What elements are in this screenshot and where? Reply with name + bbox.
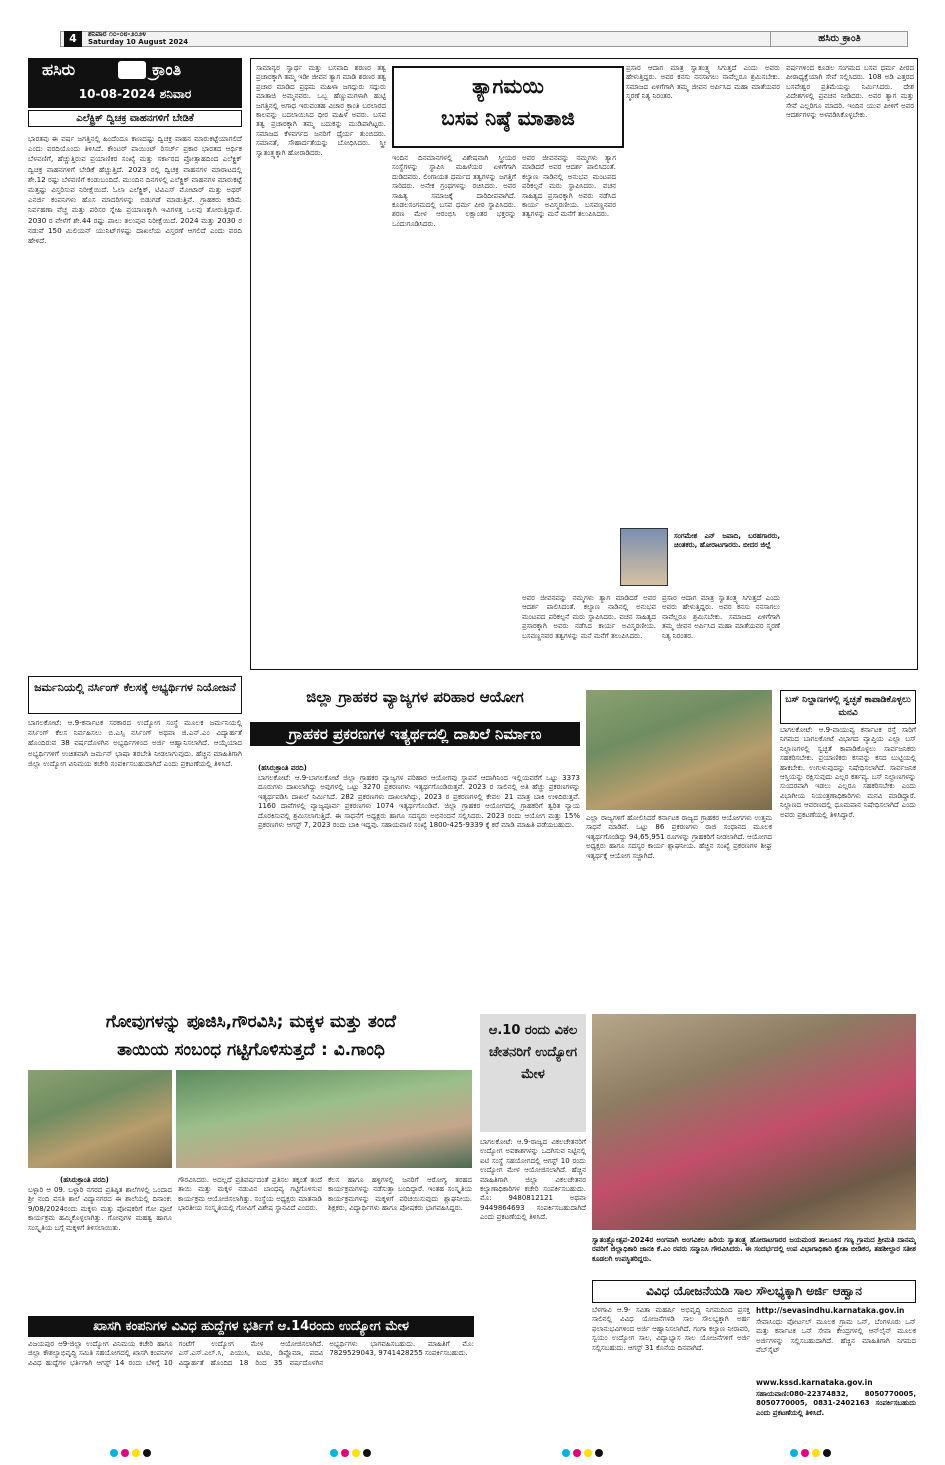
black-dot [363, 1449, 371, 1457]
ev-headline: ಎಲೆಕ್ಟ್ರಿಕ್ ದ್ವಿಚಕ್ರ ವಾಹನಗಳಿಗೆ ಬೇಡಿಕೆ [28, 110, 242, 127]
nursing-body: ಬಾಗಲಕೋಟೆ: ಆ.9-ಕರ್ನಾಟಕ ಸರಕಾರದ ಉದ್ಯೋಗ ಸಂಸ್ಥೆ ಮೂಲಕ ಜರ್ಮನಿಯಲ್ಲಿ ನರ್ಸಿಂಗ್ ಕೆಲಸ ನಿರ್ವಹಿಸಲು ಬಿ.ಎಸ್ಸಿ ನರ್ಸಿಂಗ್ ಅಥವಾ ಜಿ.ಎನ್.ಎಂ ವಿದ್ಯಾರ್ಹತೆ ಹೊಂದಿರುವ 38 ವರ್ಷದೊಳಗಿನ ಅಭ್ಯರ್ಥಿಗಳಿಂದ ಅರ್ಜಿ ಆಹ್ವಾನಿಸಲಾಗಿದೆ. ಆಯ್ಕೆಯಾದ ಅಭ್ಯರ್ಥಿಗಳಿಗೆ ಉಚಿತವಾಗಿ ಜರ್ಮನ್ ಭಾಷಾ ತರಬೇತಿ ನೀಡಲಾಗುವುದು. ಹೆಚ್ಚಿನ ಮಾಹಿತಿಗಾಗಿ ಜಿಲ್ಲಾ ಉದ್ಯೋಗ ವಿನಿಮಯ ಕಚೇರಿ ಸಂಪರ್ಕಿಸಬಹುದಾಗಿದೆ ಎಂದು ಪ್ರಕಟಣೆಯಲ್ಲಿ ತಿಳಿಸಿದೆ. [28, 718, 242, 768]
footer-dots-left [110, 1442, 154, 1461]
feature-col-2: ಇಂದಿನ ದಿನಮಾನಗಳಲ್ಲಿ ವಿಶೇಷವಾಗಿ ಸ್ತ್ರೀಯರ ಸಂಸ್ಥೆಗಳನ್ನು ಸ್ಥಾಪಿಸಿ ಮಹಿಳೆಯರ ಏಳಿಗೆಗಾಗಿ ದುಡಿದವರು. ಲಿಂಗಾಯತ ಧರ್ಮದ ತತ್ವಗಳನ್ನು ಜಗತ್ತಿಗೆ ಸಾರಿದರು. ಅನೇಕ ಗ್ರಂಥಗಳನ್ನು ರಚಿಸಿದರು. ಅವರ ಸಾಹಿತ್ಯ ಸಮಾಜಕ್ಕೆ ದಾರಿದೀಪವಾಗಿದೆ. ಕೂಡಲಸಂಗಮದಲ್ಲಿ ಬಸವ ಧರ್ಮ ಪೀಠ ಸ್ಥಾಪಿಸಿದರು. ಶರಣ ಮೇಳ ಆರಂಭಿಸಿ ಲಕ್ಷಾಂತರ ಭಕ್ತರನ್ನು ಒಂದುಗೂಡಿಸಿದರು. [392, 154, 516, 228]
jobs-body: ವಿಜಯಪುರ ಆ9-ಜಿಲ್ಲಾ ಉದ್ಯೋಗ ವಿನಿಮಯ ಕಚೇರಿ ಹಾಗೂ ಜಿಲ್ಲಾ ಕೌಶಲ್ಯಾಭಿವೃದ್ಧಿ ಸಮಿತಿ ಸಹಯೋಗದಲ್ಲಿ ಖಾಸಗಿ ಕಂಪನಿಗಳ ವಿವಿಧ ಹುದ್ದೆಗಳ ಭರ್ತಿಗಾಗಿ ಆಗಸ್ಟ್ 14 ರಂದು ಬೆಳಿಗ್ಗೆ 10 ಗಂಟೆಗೆ ಉದ್ಯೋಗ ಮೇಳ ಆಯೋಜಿಸಲಾಗಿದೆ. ಎಸ್.ಎಸ್.ಎಲ್.ಸಿ, ಪಿಯುಸಿ, ಐಟಿಐ, ಡಿಪ್ಲೊಮಾ, ಪದವಿ ವಿದ್ಯಾರ್ಹತೆ ಹೊಂದಿದ 18 ರಿಂದ 35 ವರ್ಷದೊಳಗಿನ ಅಭ್ಯರ್ಥಿಗಳು ಭಾಗವಹಿಸಬಹುದು. ಮಾಹಿತಿಗೆ ಮೊ: 7829529043, 9741428255 ಸಂಪರ್ಕಿಸಬಹುದು. [28, 1340, 474, 1367]
feature-col-5: ವರ್ಷಗಳಿಂದ ಕೂಡಲ ಸಂಗಮದ ಬಸವ ಧರ್ಮ ಪೀಠದ ಪೀಠಾಧ್ಯಕ್ಷೆಯಾಗಿ ಸೇವೆ ಸಲ್ಲಿಸಿದರು. 108 ಅಡಿ ಎತ್ತರದ ಬಸವೇಶ್ವರ ಪ್ರತಿಮೆಯನ್ನು ನಿರ್ಮಿಸಿದರು. ದೇಶ ವಿದೇಶಗಳಲ್ಲಿ ಪ್ರವಚನ ನೀಡಿದರು. ಅವರ ತ್ಯಾಗ ಮತ್ತು ಸೇವೆ ಎಲ್ಲರಿಗೂ ಮಾದರಿ. ಇಂದಿನ ಯುವ ಪೀಳಿಗೆ ಅವರ ಆದರ್ಶಗಳನ್ನು ಅಳವಡಿಸಿಕೊಳ್ಳಬೇಕು. [786, 64, 914, 120]
feature-headline-1: ತ್ಯಾಗಮಯಿ [472, 74, 544, 98]
consumer-headline-2: ಗ್ರಾಹಕರ ಪ್ರಕರಣಗಳ ಇತ್ಯರ್ಥದಲ್ಲಿ ದಾಖಲೆ ನಿರ್ಮಾಣ [250, 722, 580, 746]
author-photo [620, 528, 668, 586]
masthead [28, 58, 242, 108]
consumer-photo [586, 690, 772, 810]
loan-phone: ಸಹಾಯವಾಣಿ:080-22374832, 8050770005, 8050770005, 0831-2402163 ಸಂಪರ್ಕಿಸಬಹುದು ಎಂದು ಪ್ರಕಟಣೆಯಲ್ಲಿ ತಿಳಿಸಿದೆ. [756, 1390, 916, 1417]
bus-body: ಬಾಗಲಕೋಟೆ: ಆ.9-ವಾಯುವ್ಯ ಕರ್ನಾಟಕ ರಸ್ತೆ ಸಾರಿಗೆ ನಿಗಮದ ಬಾಗಲಕೋಟೆ ವಿಭಾಗದ ವ್ಯಾಪ್ತಿಯ ಎಲ್ಲಾ ಬಸ್ ನಿಲ್ದಾಣಗಳಲ್ಲಿ ಸ್ವಚ್ಛತೆ ಕಾಪಾಡಿಕೊಳ್ಳಲು ಸಾರ್ವಜನಿಕರು ಸಹಕರಿಸಬೇಕು. ಪ್ರಯಾಣಿಕರು ಕಸವನ್ನು ಕಸದ ಬುಟ್ಟಿಯಲ್ಲಿ ಹಾಕಬೇಕು. ಉಗುಳುವುದನ್ನು ನಿಷೇಧಿಸಲಾಗಿದೆ. ಸಾರ್ವಜನಿಕ ಆಸ್ತಿಯನ್ನು ರಕ್ಷಿಸುವುದು ಎಲ್ಲರ ಕರ್ತವ್ಯ. ಬಸ್ ನಿಲ್ದಾಣಗಳನ್ನು ಸುಂದರವಾಗಿ ಇಡಲು ಎಲ್ಲರೂ ಸಹಕರಿಸಬೇಕು ಎಂದು ವಿಭಾಗೀಯ ನಿಯಂತ್ರಣಾಧಿಕಾರಿಗಳು ಮನವಿ ಮಾಡಿದ್ದಾರೆ. ನಿಲ್ದಾಣದ ಆವರಣದಲ್ಲಿ ಧೂಮಪಾನ ನಿಷೇಧಿಸಲಾಗಿದೆ ಎಂದು ಅವರು ಪ್ರಕಟಣೆಯಲ್ಲಿ ತಿಳಿಸಿದ್ದಾರೆ. [780, 726, 916, 819]
feature-col-3b: ಅವರ ಜೀವನವನ್ನು ನಮ್ಮಗಳು ತ್ಯಾಗ ಮಾಡಿದರೆ ಅವರ ಆದರ್ಶ ಪಾಲಿಸಿದಂತೆ. ಕಲ್ಯಾಣ ನಾಡಿನಲ್ಲಿ ಅನುಭವ ಮಂಟಪದ ಪರಿಕಲ್ಪನೆ ಮರು ಸ್ಥಾಪಿಸಿದರು. ವಚನ ಸಾಹಿತ್ಯದ ಪ್ರಸಾರಕ್ಕಾಗಿ ಅವರು ನಡೆಸಿದ ಕಾರ್ಯ ಅವಿಸ್ಮರಣೀಯ. ಬಸವಣ್ಣನವರ ತತ್ವಗಳನ್ನು ಮನೆ ಮನೆಗೆ ತಲುಪಿಸಿದರು. [522, 594, 656, 640]
loan-col-1: ಬೆಳಗಾವಿ ಆ.9- ಸವಿತಾ ಮಹರ್ಷಿ ಅಭಿವೃದ್ಧಿ ನಿಗಮದಿಂದ ಪ್ರಸಕ್ತ ಸಾಲಿನಲ್ಲಿ ವಿವಿಧ ಯೋಜನೆಗಳಡಿ ಸಾಲ ಸೌಲಭ್ಯಕ್ಕಾಗಿ ಅರ್ಹ ಫಲಾನುಭವಿಗಳಿಂದ ಅರ್ಜಿ ಆಹ್ವಾನಿಸಲಾಗಿದೆ. ಗಂಗಾ ಕಲ್ಯಾಣ ನೀರಾವರಿ, ಸ್ವಯಂ ಉದ್ಯೋಗ ಸಾಲ, ವಿದ್ಯಾಭ್ಯಾಸ ಸಾಲ ಯೋಜನೆಗಳಿಗೆ ಅರ್ಜಿ ಸಲ್ಲಿಸಬಹುದು. ಆಗಸ್ಟ್ 31 ಕೊನೆಯ ದಿನವಾಗಿದೆ. [592, 1306, 750, 1352]
cow-col-1: ಬಳ್ಳಾರಿ ಆ 09. ಬಳ್ಳಾರಿ ನಗರದ ಪ್ರತಿಷ್ಠಿತ ಶಾಲೆಗಳಲ್ಲಿ ಒಂದಾದ ಶ್ರೀ ನಂದಿ ವಸತಿ ಶಾಲೆ ವಿದ್ಯಾನಗರದ ಈ ಶಾಲೆಯಲ್ಲಿ ದಿನಾಂಕ: 9/08/2024ರಂದು ಮಕ್ಕಳು ಮತ್ತು ಪೋಷಕರಿಗೆ ಗೋ ಪೂಜೆ ಕಾರ್ಯಕ್ರಮ ಹಮ್ಮಿಕೊಳ್ಳಲಾಗಿತ್ತು. ಗೋವುಗಳ ಮಹತ್ವ ಹಾಗೂ ಸಂಸ್ಕೃತಿಯ ಬಗ್ಗೆ ಮಕ್ಕಳಿಗೆ ತಿಳಿಸಲಾಯಿತು. [28, 1186, 172, 1232]
cow-byline: (ಹಸಿರುಕ್ರಾಂತಿ ವರದಿ) [60, 1176, 109, 1184]
ev-body: ಭಾರತವು ಈ ವರ್ಷ ಜಗತ್ತಿನಲ್ಲಿ ಹಿಂದೆಂದೂ ಕಾಣದಷ್ಟು ದ್ವಿಚಕ್ರ ವಾಹನ ಮಾರುಕಟ್ಟೆಯಾಗಲಿದೆ ಎಂದು ವರದಿಯೊಂದು ತಿಳಿಸಿದೆ. ಕೌಂಟರ್ ಪಾಯಿಂಟ್ ರಿಸರ್ಚ್ ಪ್ರಕಾರ ಭಾರತದ ಆರ್ಥಿಕ ಬೆಳವಣಿಗೆ, ಹೆಚ್ಚುತ್ತಿರುವ ಪ್ರಯಾಣಿಕರ ಸಂಖ್ಯೆ ಮತ್ತು ಸರ್ಕಾರದ ಪ್ರೋತ್ಸಾಹದಿಂದ ಎಲೆಕ್ಟ್ರಿಕ್ ದ್ವಿಚಕ್ರ ವಾಹನಗಳಿಗೆ ಬೇಡಿಕೆ ಹೆಚ್ಚುತ್ತಿದೆ. 2023 ರಲ್ಲಿ ದ್ವಿಚಕ್ರ ವಾಹನಗಳ ಮಾರಾಟದಲ್ಲಿ ಶೇ.12 ರಷ್ಟು ಬೆಳವಣಿಗೆ ಕಂಡುಬಂದಿದೆ. ಮುಂದಿನ ದಿನಗಳಲ್ಲಿ ಎಲೆಕ್ಟ್ರಿಕ್ ವಾಹನಗಳ ಮಾರುಕಟ್ಟೆ ಮತ್ತಷ್ಟು ವಿಸ್ತರಿಸುವ ನಿರೀಕ್ಷೆಯಿದೆ. ಓಲಾ ಎಲೆಕ್ಟ್ರಿಕ್, ಟಿವಿಎಸ್ ಮೋಟಾರ್ ಮತ್ತು ಅಥರ್ ಎನರ್ಜಿ ಕಂಪನಿಗಳು ಹೊಸ ಮಾದರಿಗಳನ್ನು ಬಿಡುಗಡೆ ಮಾಡುತ್ತಿವೆ. ಗ್ರಾಹಕರು ಕಡಿಮೆ ನಿರ್ವಹಣಾ ವೆಚ್ಚ ಮತ್ತು ಪರಿಸರ ಸ್ನೇಹಿ ಪ್ರಯಾಣಕ್ಕಾಗಿ ಇವಿಗಳತ್ತ ಒಲವು ತೋರುತ್ತಿದ್ದಾರೆ. 2030 ರ ವೇಳೆಗೆ ಶೇ.44 ರಷ್ಟು ಪಾಲು ತಲುಪುವ ನಿರೀಕ್ಷೆಯಿದೆ. 2024 ಮತ್ತು 2030 ರ ನಡುವೆ 150 ಮಿಲಿಯನ್ ಯುನಿಟ್‌ಗಳಷ್ಟು ದಾಖಲೆಯ ವಿಸ್ತರಣೆ ಆಗಲಿದೆ ಎಂದು ವರದಿ ಹೇಳಿದೆ. [28, 134, 242, 246]
footer-dots-right [790, 1442, 834, 1461]
cyan-dot [330, 1449, 338, 1457]
feature-col-4: ಪ್ರಸಾರ ಆದಾಗ ಮಾತ್ರ ಸ್ವಾತಂತ್ರ್ಯ ಸಿಗುತ್ತದೆ ಎಂದು ಅವರು ಹೇಳುತ್ತಿದ್ದರು. ಅವರ ಕನಸು ನನಸಾಗಲು ನಾವೆಲ್ಲರೂ ಶ್ರಮಿಸಬೇಕು. ಸಮಾಜದ ಏಳಿಗೆಗಾಗಿ ತಮ್ಮ ಜೀವನ ಅರ್ಪಿಸಿದ ಮಹಾ ಮಾತೆಯವರ ಸ್ಮರಣೆ ನಿತ್ಯ ನಿರಂತರ. [626, 64, 780, 101]
loan-link-2[interactable]: www.kssd.karnataka.gov.in [756, 1378, 873, 1387]
page-number: 4 [64, 31, 82, 47]
header-date-en: Saturday 10 August 2024 [88, 38, 189, 46]
black-dot [823, 1449, 831, 1457]
magenta-dot [341, 1449, 349, 1457]
footer-dots-mid2 [562, 1442, 606, 1461]
cow-headline-1: ಗೋವುಗಳನ್ನು ಪೂಜಿಸಿ,ಗೌರವಿಸಿ; ಮಕ್ಕಳ ಮತ್ತು ತಂದೆ [105, 1012, 397, 1032]
bus-headline: ಬಸ್ ನಿಲ್ದಾಣಗಳಲ್ಲಿ ಸ್ವಚ್ಛತೆ ಕಾಪಾಡಿಕೊಳ್ಳಲು ಮನವಿ [780, 690, 916, 724]
black-dot [595, 1449, 603, 1457]
feature-headline-box [392, 66, 624, 148]
consumer-photo-caption: ಎಲ್ಲಾ ರಾಜ್ಯಗಳಿಗೆ ಹೋಲಿಸಿದರೆ ಕರ್ನಾಟಕ ರಾಜ್ಯದ ಗ್ರಾಹಕರ ಆಯೋಗಗಳು ಉತ್ತಮ ಸಾಧನೆ ಮಾಡಿವೆ. ಒಟ್ಟು 86 ಪ್ರಕರಣಗಳು ರಾಜಿ ಸಂಧಾನದ ಮೂಲಕ ಇತ್ಯರ್ಥಗೊಂಡಿದ್ದು 94,65,951 ರೂಗಳನ್ನು ಗ್ರಾಹಕರಿಗೆ ನೀಡಲಾಗಿದೆ. ಆಯೋಗದ ಅಧ್ಯಕ್ಷರು ಹಾಗೂ ಸದಸ್ಯರ ಕಾರ್ಯ ಶ್ಲಾಘನೀಯ. ಹೆಚ್ಚಿನ ಸಂಖ್ಯೆ ಪ್ರಕರಣಗಳ ಶೀಘ್ರ ಇತ್ಯರ್ಥಕ್ಕೆ ಆಯೋಗ ಸಜ್ಜಾಗಿದೆ. [586, 814, 772, 860]
cyan-dot [790, 1449, 798, 1457]
award-photo [592, 1014, 916, 1230]
yellow-dot [812, 1449, 820, 1457]
consumer-body: ಬಾಗಲಕೋಟೆ: ಆ.9-ಬಾಗಲಕೋಟೆ ಜಿಲ್ಲಾ ಗ್ರಾಹಕರ ವ್ಯಾಜ್ಯಗಳ ಪರಿಹಾರ ಆಯೋಗವು ಸ್ಥಾಪನೆ ಆದಾಗಿನಿಂದ ಇಲ್ಲಿಯವರೆಗೆ ಒಟ್ಟು 3373 ದೂರುಗಳು ದಾಖಲಾಗಿದ್ದು ಅವುಗಳಲ್ಲಿ ಒಟ್ಟು 3270 ಪ್ರಕರಣಗಳು ಇತ್ಯರ್ಥಗೊಂಡಿರುತ್ತವೆ. 2023 ರ ಸಾಲಿನಲ್ಲಿ ಅತಿ ಹೆಚ್ಚು ಪ್ರಕರಣಗಳನ್ನು ಇತ್ಯರ್ಥಪಡಿಸಿ ದಾಖಲೆ ನಿರ್ಮಿಸಿದೆ. 282 ಪ್ರಕರಣಗಳು ದಾಖಲಾಗಿದ್ದು, 2023 ರ ಪ್ರಕರಣಗಳಲ್ಲಿ ಕೇವಲ 21 ಮಾತ್ರ ಬಾಕಿ ಉಳಿದಿರುತ್ತವೆ. 1160 ದಾವೆಗಳಲ್ಲಿ ವ್ಯಾಜ್ಯಪೂರ್ವ ಪ್ರಕರಣಗಳು 1074 ಇತ್ಯರ್ಥಗೊಂಡಿವೆ. ಜಿಲ್ಲಾ ಗ್ರಾಹಕರ ಆಯೋಗದಲ್ಲಿ ಗ್ರಾಹಕರಿಗೆ ತ್ವರಿತ ನ್ಯಾಯ ದೊರಕಿಸುವಲ್ಲಿ ಶ್ರಮಿಸಲಾಗುತ್ತಿದೆ. ಈ ಸಾಧನೆಗೆ ಅಧ್ಯಕ್ಷರು ಹಾಗೂ ಸದಸ್ಯರು ಅಭಿನಂದನೆ ಸಲ್ಲಿಸಿದರು. 2023 ರಂದು ಆಯೋಗ ಮತ್ತು 15% ಪ್ರಕರಣಗಳು ಆಗಸ್ಟ್ 7, 2023 ರಂದು ಬಾಕಿ ಇದ್ದವು. ಸಹಾಯವಾಣಿ ಸಂಖ್ಯೆ 1800-425-9339 ಕ್ಕೆ ಕರೆ ಮಾಡಿ ಮಾಹಿತಿ ಪಡೆಯಬಹುದು. [258, 774, 580, 830]
jobs-headline: ಖಾಸಗಿ ಕಂಪನಿಗಳ ವಿವಿಧ ಹುದ್ದೆಗಳ ಭರ್ತಿಗೆ ಆ.14ರಂದು ಉದ್ಯೋಗ ಮೇಳ [28, 1316, 474, 1337]
consumer-byline: (ಹಸಿರುಕ್ರಾಂತಿ ವರದಿ) [258, 764, 307, 772]
cow-headline-2: ತಾಯಿಯ ಸಂಬಂಧ ಗಟ್ಟಿಗೊಳಿಸುತ್ತದೆ : ವಿ.ಗಾಂಧಿ [117, 1040, 385, 1060]
cow-photo-1 [28, 1070, 172, 1168]
yellow-dot [584, 1449, 592, 1457]
loan-link-1[interactable]: http://sevasindhu.karnataka.gov.in [756, 1306, 905, 1315]
award-caption: ಸ್ವಾತಂತ್ರ್ಯೋತ್ಸವ-2024ರ ಅಂಗವಾಗಿ ಅಂಗವಿಕಲ ಹಿರಿಯ ಸ್ವಾತಂತ್ರ್ಯ ಹೋರಾಟಗಾರರ ಜಯಮಂಡ ತಾಲೂಕಿನ ಗಣ್ಯ ಗ್ರಾಮದ ಶ್ರೀಮತಿ ದಾನಮ್ಮ ರವರಿಗೆ ಜಿಲ್ಲಾಧಿಕಾರಿ ಜಾನಕಿ ಕೆ.ಎಂ ರವರು ಸನ್ಮಾನಿಸಿ ಗೌರವಿಸಿದರು. ಈ ಸಂದರ್ಭದಲ್ಲಿ ಉಪ ವಿಭಾಗಾಧಿಕಾರಿ ಶ್ವೇತಾ ಬೀಡಿಕರ, ತಹಶೀಲ್ದಾರ ಸತೀಶ ಕೂಡಲಗಿ ಉಪಸ್ಥಿತರಿದ್ದರು. [592, 1236, 916, 1263]
yellow-dot [132, 1449, 140, 1457]
feature-author: ಸಂಗಮೇಶ ಎನ್ ಜವಾದಿ, ಬರಹಗಾರರು, ಚಿಂತಕರು, ಹೋರಾಟಗಾರರು. ಬೀದರ ಜಿಲ್ಲೆ [674, 532, 780, 550]
disabled-headline: ಆ.10 ರಂದು ವಿಕಲ ಚೇತನರಿಗೆ ಉದ್ಯೋಗ ಮೇಳ [480, 1014, 586, 1132]
magenta-dot [573, 1449, 581, 1457]
nursing-headline: ಜರ್ಮನಿಯಲ್ಲಿ ನರ್ಸಿಂಗ್ ಕೆಲಸಕ್ಕೆ ಅಭ್ಯರ್ಥಿಗಳ ನಿಯೋಜನೆ [28, 676, 242, 714]
masthead-title-right: ಕ್ರಾಂತಿ [152, 60, 182, 79]
loan-col-2: ಸೇವಾಸಿಂಧು ಪೋರ್ಟಲ್ ಮೂಲಕ ಗ್ರಾಮ ಒನ್, ಬೆಂಗಳೂರು ಒನ್ ಮತ್ತು ಕರ್ನಾಟಕ ಒನ್ ಸೇವಾ ಕೇಂದ್ರಗಳಲ್ಲಿ ಆನ್‌ಲೈನ್ ಮೂಲಕ ಅರ್ಜಿಗಳನ್ನು ಸಲ್ಲಿಸಬಹುದಾಗಿದೆ. ಹೆಚ್ಚಿನ ಮಾಹಿತಿಗಾಗಿ ನಿಗಮದ ವೆಬ್‌ಸೈಟ್ [756, 1318, 916, 1355]
masthead-date: 10-08-2024 ಶನಿವಾರ [78, 87, 192, 101]
loan-headline: ವಿವಿಧ ಯೋಜನೆಯಡಿ ಸಾಲ ಸೌಲಭ್ಯಕ್ಕಾಗಿ ಅರ್ಜಿ ಆಹ್ವಾನ [592, 1280, 916, 1303]
black-dot [143, 1449, 151, 1457]
feature-headline-2: ಬಸವ ನಿಷ್ಠೆ ಮಾತಾಜಿ [441, 106, 575, 130]
cow-col-2: ಗೌರವಿಸಿದರು. ಅದಲ್ಲದೆ ಪ್ರತಿವರ್ಷದಂತೆ ಪ್ರತಿಸಲ ತಕ್ಕಂತೆ ತಂದೆ ತಾಯಿ ಮತ್ತು ಮಕ್ಕಳ ನಡುವಿನ ಬಾಂಧವ್ಯ ಗಟ್ಟಿಗೊಳಿಸುವ ಕಾರ್ಯಕ್ರಮ ಆಯೋಜಿಸಲಾಗಿತ್ತು. ಸಂಸ್ಥೆಯ ಅಧ್ಯಕ್ಷರು ಮಾತನಾಡಿ ಭಾರತೀಯ ಸಂಸ್ಕೃತಿಯಲ್ಲಿ ಗೋವಿಗೆ ವಿಶೇಷ ಸ್ಥಾನವಿದೆ ಎಂದರು. [178, 1176, 322, 1213]
disabled-body: ಬಾಗಲಕೋಟೆ: ಆ.9-ರಾಜ್ಯದ ವಿಕಲಚೇತನರಿಗೆ ಉದ್ಯೋಗ ಅವಕಾಶಗಳನ್ನು ಒದಗಿಸುವ ನಿಟ್ಟಿನಲ್ಲಿ ಐಟಿ ಸಂಸ್ಥೆ ಸಹಯೋಗದಲ್ಲಿ ಆಗಸ್ಟ್ 10 ರಂದು ಉದ್ಯೋಗ ಮೇಳ ಆಯೋಜಿಸಲಾಗಿದೆ. ಹೆಚ್ಚಿನ ಮಾಹಿತಿಗಾಗಿ ಜಿಲ್ಲಾ ವಿಕಲಚೇತನರ ಕಲ್ಯಾಣಾಧಿಕಾರಿಗಳ ಕಚೇರಿ ಸಂಪರ್ಕಿಸಬಹುದು. ಮೊ: 9480812121 ಅಥವಾ 9449864693 ಸಂಪರ್ಕಿಸಬಹುದಾಗಿದೆ ಎಂದು ಪ್ರಕಟಣೆಯಲ್ಲಿ ತಿಳಿಸಿದೆ. [480, 1138, 586, 1222]
feature-col-4b: ಪ್ರಸಾರ ಆದಾಗ ಮಾತ್ರ ಸ್ವಾತಂತ್ರ್ಯ ಸಿಗುತ್ತದೆ ಎಂದು ಅವರು ಹೇಳುತ್ತಿದ್ದರು. ಅವರ ಕನಸು ನನಸಾಗಲು ನಾವೆಲ್ಲರೂ ಶ್ರಮಿಸಬೇಕು. ಸಮಾಜದ ಏಳಿಗೆಗಾಗಿ ತಮ್ಮ ಜೀವನ ಅರ್ಪಿಸಿದ ಮಹಾ ಮಾತೆಯವರ ಸ್ಮರಣೆ ನಿತ್ಯ ನಿರಂತರ. [662, 594, 780, 640]
cyan-dot [562, 1449, 570, 1457]
footer-dots-mid1 [330, 1442, 374, 1461]
feature-col-3: ಅವರ ಜೀವನವನ್ನು ನಮ್ಮಗಳು ತ್ಯಾಗ ಮಾಡಿದರೆ ಅವರ ಆದರ್ಶ ಪಾಲಿಸಿದಂತೆ. ಕಲ್ಯಾಣ ನಾಡಿನಲ್ಲಿ ಅನುಭವ ಮಂಟಪದ ಪರಿಕಲ್ಪನೆ ಮರು ಸ್ಥಾಪಿಸಿದರು. ವಚನ ಸಾಹಿತ್ಯದ ಪ್ರಸಾರಕ್ಕಾಗಿ ಅವರು ನಡೆಸಿದ ಕಾರ್ಯ ಅವಿಸ್ಮರಣೀಯ. ಬಸವಣ್ಣನವರ ತತ್ವಗಳನ್ನು ಮನೆ ಮನೆಗೆ ತಲುಪಿಸಿದರು. [522, 154, 616, 219]
feature-col-1: ಸಾಮಾನ್ಯರ ಸ್ವಾರ್ಥ ಮತ್ತು ಬಸವಾದಿ ಶರಣರ ತತ್ವ ಪ್ರಚಾರಕ್ಕಾಗಿ ತಮ್ಮ ಇಡೀ ಜೀವನ ತ್ಯಾಗ ಮಾಡಿ ಶರಣರ ತತ್ವ ಪ್ರಚಾರ ಮಾಡಿದ ಪ್ರಥಮ ಮಹಿಳಾ ಜಗದ್ಗುರು ಸದ್ಗುರು ಮಾತಾಜಿ ಅಮ್ಮನವರು. ಒಬ್ಬ ಹೆಣ್ಣುಮಗಳಾಗಿ ಹುಟ್ಟಿ ಜಗತ್ತಿನಲ್ಲಿ ಅಗಾಧ ಇರುವಂತಹ ವಿಚಾರ ಕ್ರಾಂತಿ ಬರಲಾರದ ಕಾಲವನ್ನು ಬದಲಾಯಿಸಿದ ಧೀರ ಮಹಿಳೆ ಅವರು. ಬಸವ ತತ್ವ ಪ್ರಚಾರಕ್ಕಾಗಿ ತಮ್ಮ ಬದುಕನ್ನು ಮುಡಿಪಾಗಿಟ್ಟರು. ಸಮಾಜದ ಕೆಳವರ್ಗದ ಜನರಿಗೆ ಧೈರ್ಯ ತುಂಬಿದರು. ಸಮಾನತೆ, ಸೌಹಾರ್ದತೆಯನ್ನು ಬೋಧಿಸಿದರು. ಸ್ತ್ರೀ ಸ್ವಾತಂತ್ರ್ಯಕ್ಕಾಗಿ ಹೋರಾಡಿದರು. [256, 64, 386, 157]
magenta-dot [121, 1449, 129, 1457]
magenta-dot [801, 1449, 809, 1457]
yellow-dot [352, 1449, 360, 1457]
cyan-dot [110, 1449, 118, 1457]
consumer-headline-1: ಜಿಲ್ಲಾ ಗ್ರಾಹಕರ ವ್ಯಾಜ್ಯಗಳ ಪರಿಹಾರ ಆಯೋಗ [306, 688, 524, 706]
masthead-logo-icon [118, 61, 146, 79]
masthead-title-left: ಹಸಿರು [42, 60, 76, 79]
cow-col-3: ಕೆಲಸ ಹಾಗೂ ಹಳ್ಳಿಗಳಲ್ಲಿ ಜನರಿಗೆ ಆರೋಗ್ಯ ತರಹದ ಕಾರ್ಯಕ್ರಮಗಳನ್ನು ನಡೆಸುತ್ತಾ ಬಂದಿದ್ದಾರೆ. ಇಂತಹ ಸಂಸ್ಕೃತಿಯ ಕಾರ್ಯಕ್ರಮಗಳನ್ನು ಮಕ್ಕಳಿಗೆ ಪರಿಚಯಿಸುವುದು ಶ್ಲಾಘನೀಯ. ಶಿಕ್ಷಕರು, ವಿದ್ಯಾರ್ಥಿಗಳು ಹಾಗೂ ಪೋಷಕರು ಭಾಗವಹಿಸಿದ್ದರು. [328, 1176, 472, 1213]
cow-photo-2 [176, 1070, 472, 1168]
header-brand: ಹಸಿರು ಕ್ರಾಂತಿ [770, 31, 908, 47]
header-date-kn: ಶನಿವಾರ ೧೦-೦೮-೨೦೨೪ [88, 30, 147, 38]
